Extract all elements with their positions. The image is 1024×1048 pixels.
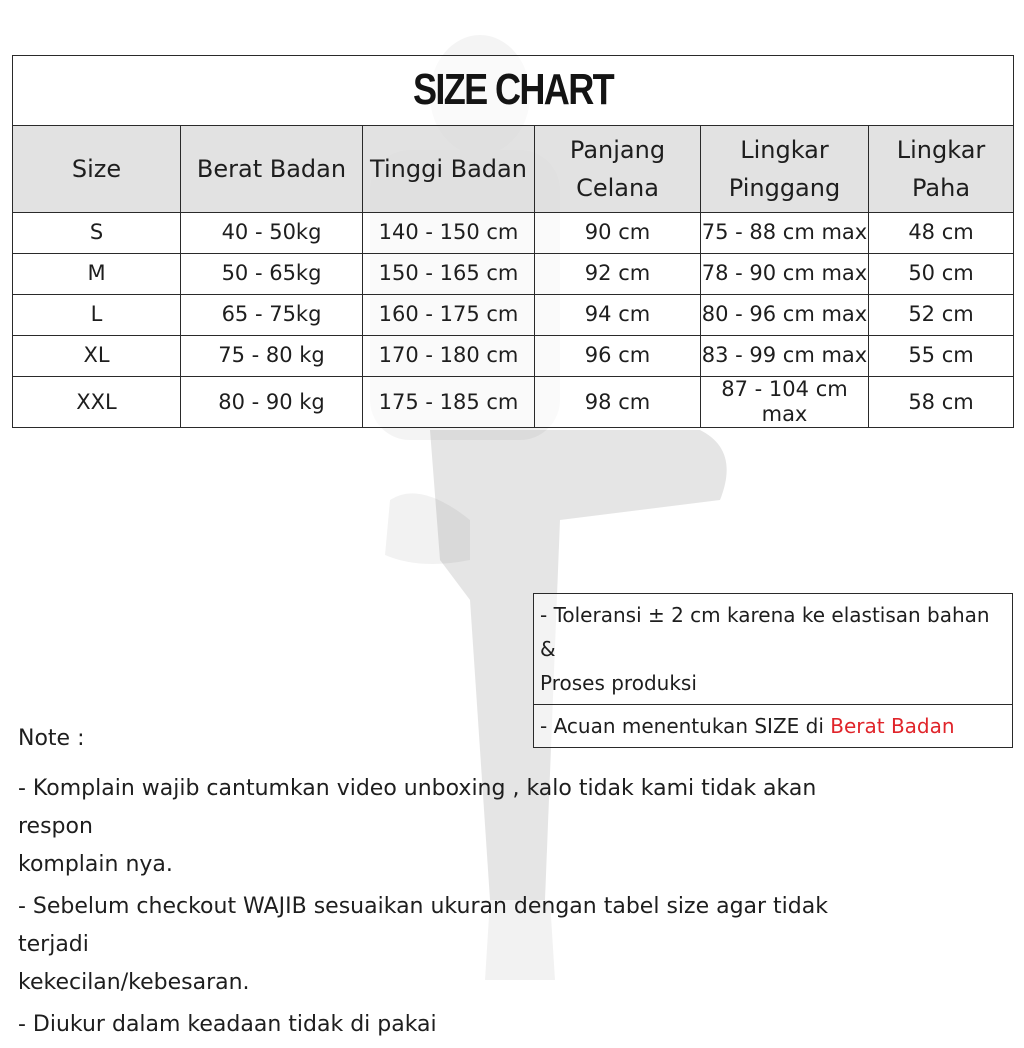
table-cell: M bbox=[13, 254, 181, 295]
table-cell: 96 cm bbox=[535, 336, 701, 377]
highlight-berat-badan: Berat Badan bbox=[830, 714, 955, 738]
table-cell: 58 cm bbox=[869, 377, 1014, 428]
table-cell: 94 cm bbox=[535, 295, 701, 336]
table-cell: 65 - 75kg bbox=[181, 295, 363, 336]
table-cell: 75 - 88 cm max bbox=[701, 213, 869, 254]
table-row bbox=[13, 336, 1014, 377]
notes-section bbox=[18, 720, 858, 1048]
table-cell: 50 - 65kg bbox=[181, 254, 363, 295]
size-reference-note: - Acuan menentukan SIZE di Berat Badan bbox=[534, 705, 1013, 748]
chart-title: SIZE CHART bbox=[412, 65, 614, 115]
table-cell: 160 - 175 cm bbox=[363, 295, 535, 336]
note-item-measured: - Diukur dalam keadaan tidak di pakai bbox=[18, 1012, 437, 1037]
size-chart-table bbox=[12, 55, 1014, 428]
table-cell: XL bbox=[13, 336, 181, 377]
table-cell: 80 - 96 cm max bbox=[701, 295, 869, 336]
table-cell: 75 - 80 kg bbox=[181, 336, 363, 377]
header-size: Size bbox=[13, 126, 181, 213]
table-cell: XXL bbox=[13, 377, 181, 428]
table-cell: 170 - 180 cm bbox=[363, 336, 535, 377]
table-cell: 55 cm bbox=[869, 336, 1014, 377]
table-cell: 40 - 50kg bbox=[181, 213, 363, 254]
table-cell: 48 cm bbox=[869, 213, 1014, 254]
tolerance-note: - Toleransi ± 2 cm karena ke elastisan bahan & Proses produksi bbox=[534, 594, 1013, 705]
header-panjang-celana: Panjang Celana bbox=[535, 126, 701, 213]
table-row bbox=[13, 254, 1014, 295]
table-header-row bbox=[13, 126, 1014, 213]
table-cell: 140 - 150 cm bbox=[363, 213, 535, 254]
table-cell: S bbox=[13, 213, 181, 254]
chart-title-cell bbox=[13, 56, 1014, 126]
table-cell: 98 cm bbox=[535, 377, 701, 428]
table-cell: 50 cm bbox=[869, 254, 1014, 295]
table-cell: 80 - 90 kg bbox=[181, 377, 363, 428]
table-cell: 87 - 104 cm max bbox=[701, 377, 869, 428]
table-cell: 92 cm bbox=[535, 254, 701, 295]
table-cell: 52 cm bbox=[869, 295, 1014, 336]
header-lingkar-pinggang: Lingkar Pinggang bbox=[701, 126, 869, 213]
table-cell: L bbox=[13, 295, 181, 336]
notes-title: Note : bbox=[18, 726, 85, 751]
table-cell: 150 - 165 cm bbox=[363, 254, 535, 295]
note-item-complaint: - Komplain wajib cantumkan video unboxing , kalo tidak kami tidak akan respon komplain nya. bbox=[18, 776, 817, 877]
header-berat-badan: Berat Badan bbox=[181, 126, 363, 213]
table-cell: 83 - 99 cm max bbox=[701, 336, 869, 377]
table-cell: 90 cm bbox=[535, 213, 701, 254]
header-tinggi-badan: Tinggi Badan bbox=[363, 126, 535, 213]
table-row bbox=[13, 295, 1014, 336]
note-item-checkout: - Sebelum checkout WAJIB sesuaikan ukuran dengan tabel size agar tidak terjadi kekecilan/kebesaran. bbox=[18, 894, 828, 995]
table-cell: 175 - 185 cm bbox=[363, 377, 535, 428]
table-cell: 78 - 90 cm max bbox=[701, 254, 869, 295]
table-row bbox=[13, 377, 1014, 428]
table-row bbox=[13, 213, 1014, 254]
header-lingkar-paha: Lingkar Paha bbox=[869, 126, 1014, 213]
